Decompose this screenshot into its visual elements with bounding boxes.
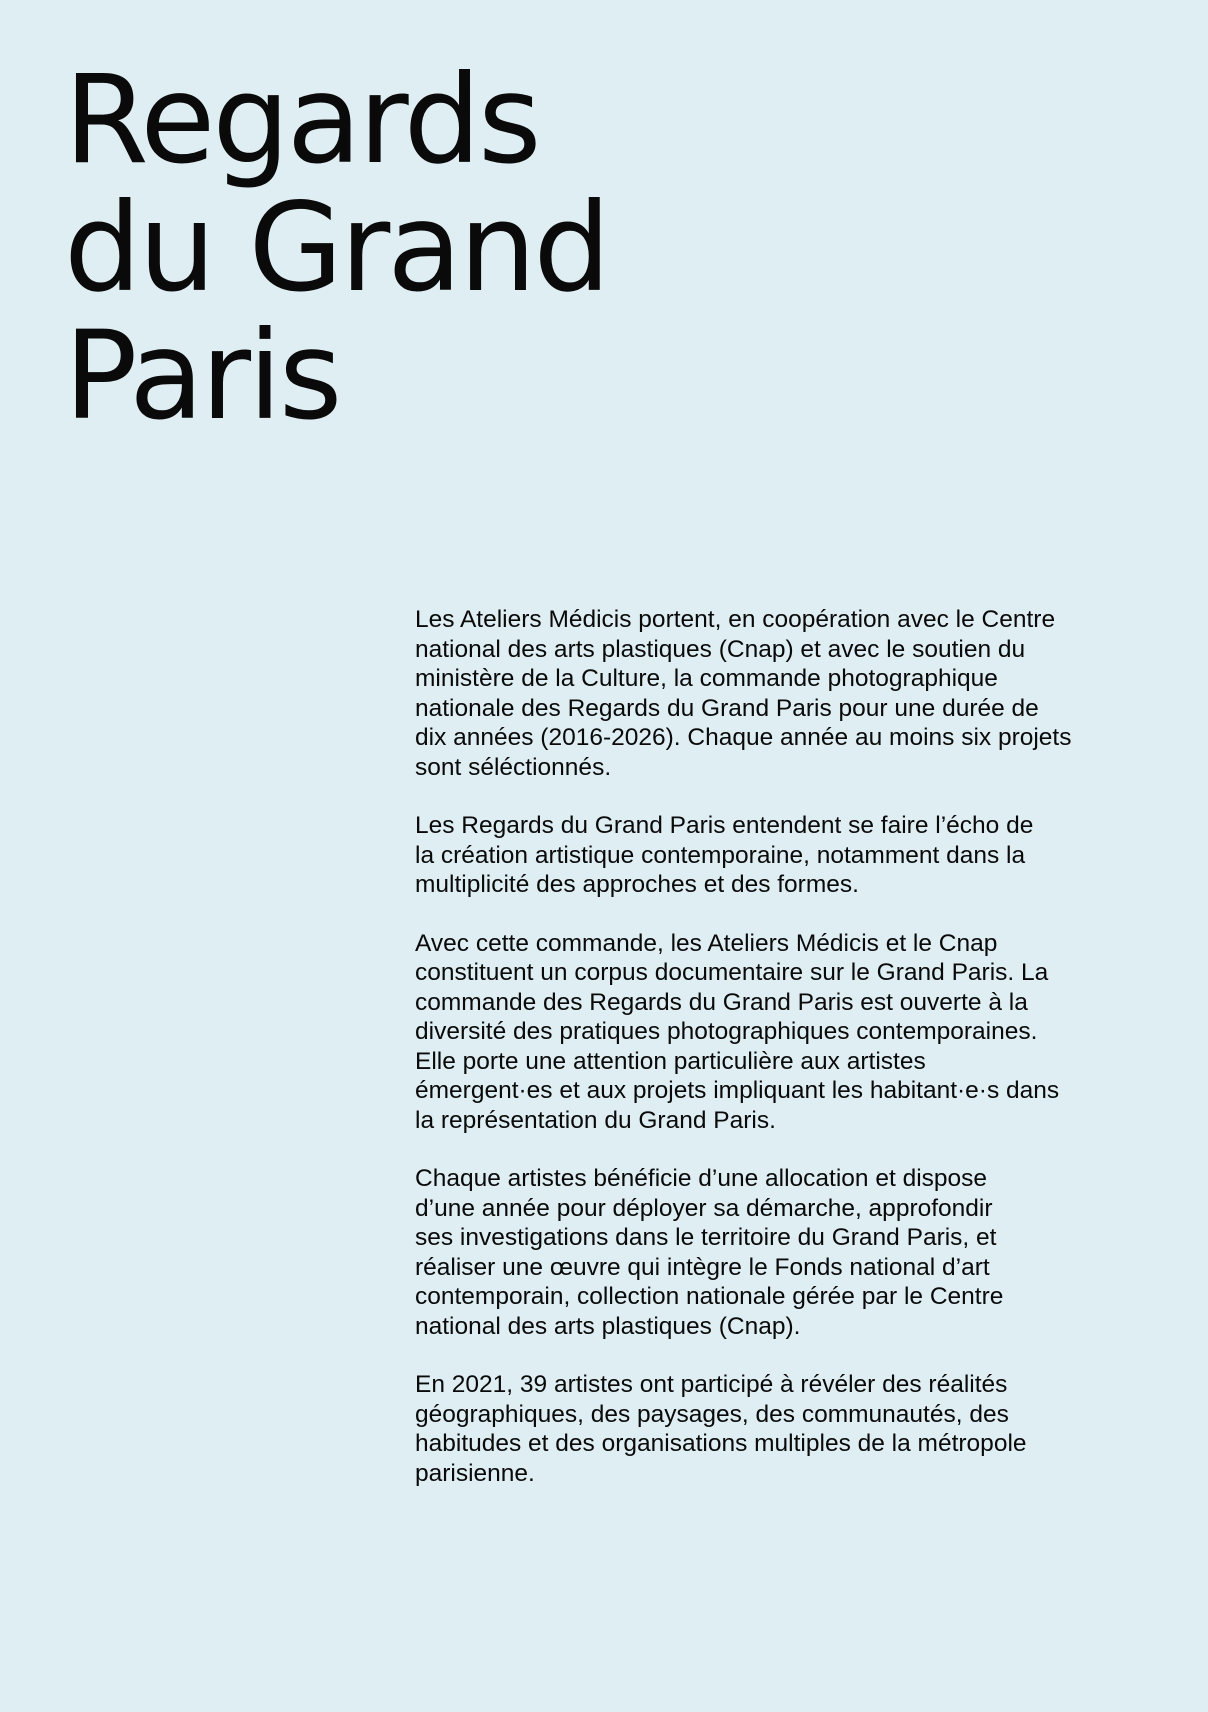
title-line: Paris (64, 305, 340, 447)
paragraph: Les Regards du Grand Paris entendent se faire l’écho de la création artistique contemporaine, notamment dans la multiplicité des approches et des formes. (415, 812, 1034, 898)
body-text (415, 605, 1155, 1517)
paragraph: Avec cette commande, les Ateliers Médicis et le Cnap constituent un corpus documentaire sur le Grand Paris. La commande des Regards du Grand Paris est ouverte à la diversité des pratiques photographiques contemporaines. Elle porte une attention particulière aux artistes émergent·es et aux projets impliquant les habitant·e·s dans la représentation du Grand Paris. (415, 929, 1060, 1134)
paragraph: Les Ateliers Médicis portent, en coopération avec le Centre national des arts plastiques (Cnap) et avec le soutien du ministère de la Culture, la commande photographique nationale des Regards du Grand Paris pour une durée de dix années (2016-2026). Chaque année au moins six projets sont séléctionnés. (415, 606, 1072, 781)
page-title (64, 49, 608, 447)
paragraph: En 2021, 39 artistes ont participé à révéler des réalités géographiques, des paysages, des communautés, des habitudes et des organisations multiples de la métropole parisienne. (415, 1371, 1027, 1487)
title-line: du Grand (64, 177, 608, 319)
title-line: Regards (64, 49, 539, 191)
paragraph: Chaque artistes bénéficie d’une allocation et dispose d’une année pour déployer sa démarche, approfondir ses investigations dans le territoire du Grand Paris, et réaliser une œuvre qui intègre le Fonds national d’art contemporain, collection nationale gérée par le Centre national des arts plastiques (Cnap). (415, 1165, 1004, 1340)
